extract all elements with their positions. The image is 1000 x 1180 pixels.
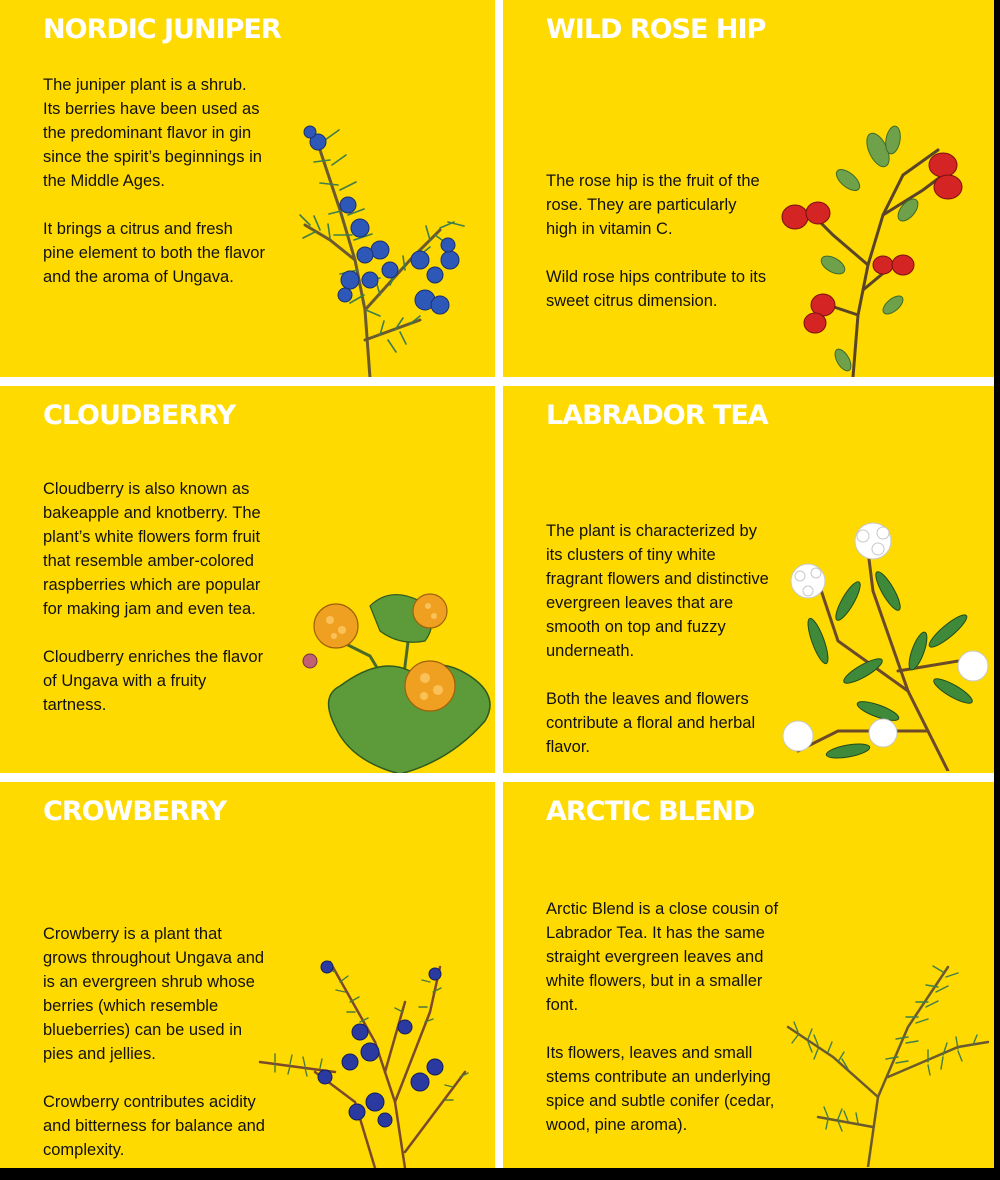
- card-title: LABRADOR TEA: [546, 400, 768, 431]
- card-description: [546, 169, 771, 337]
- card-nordic-juniper: [0, 0, 495, 377]
- card-title: CLOUDBERRY: [43, 400, 236, 431]
- card-paragraph: It brings a citrus and fresh pine element to both the flavor and the aroma of Ungava.: [43, 220, 265, 286]
- card-paragraph: Arctic Blend is a close cousin of Labrador Tea. It has the same straight evergreen leaves and white flowers, but in a smaller font.: [546, 900, 779, 1014]
- card-paragraph: Crowberry is a plant that grows throughout Ungava and is an evergreen shrub whose berries (which resemble blueberries) can be used in pies and jellies.: [43, 925, 265, 1063]
- card-title: WILD ROSE HIP: [546, 14, 766, 45]
- card-paragraph: Wild rose hips contribute to its sweet citrus dimension.: [546, 268, 767, 310]
- card-paragraph: Crowberry contributes acidity and bitterness for balance and complexity.: [43, 1093, 265, 1159]
- card-description: [43, 73, 268, 313]
- card-paragraph: Cloudberry enriches the flavor of Ungava with a fruity tartness.: [43, 648, 264, 714]
- rose-hip-illustration: [773, 115, 993, 377]
- card-paragraph: Its flowers, leaves and small stems contribute an underlying spice and subtle conifer (cedar, wood, pine aroma).: [546, 1044, 775, 1134]
- card-paragraph: The plant is characterized by its clusters of tiny white fragrant flowers and distinctive evergreen leaves that are smooth on top and fuzzy underneath.: [546, 522, 769, 660]
- cloudberry-illustration: [300, 586, 495, 773]
- crowberry-illustration: [255, 952, 495, 1168]
- card-paragraph: Cloudberry is also known as bakeapple and knotberry. The plant’s white flowers form fruit that resemble amber-colored raspberries which are popular for making jam and even tea.: [43, 480, 261, 618]
- card-paragraph: Both the leaves and flowers contribute a floral and herbal flavor.: [546, 690, 756, 756]
- frame-border: [994, 0, 1000, 1180]
- card-labrador-tea: [503, 386, 994, 773]
- labrador-tea-illustration: [778, 521, 993, 771]
- juniper-illustration: [270, 110, 495, 377]
- arctic-blend-illustration: [778, 947, 993, 1167]
- card-description: [546, 897, 781, 1161]
- card-title: NORDIC JUNIPER: [43, 14, 281, 45]
- card-wild-rose-hip: [503, 0, 994, 377]
- card-crowberry: [0, 782, 495, 1168]
- frame-border: [0, 1168, 1000, 1180]
- card-title: CROWBERRY: [43, 796, 227, 827]
- card-arctic-blend: [503, 782, 994, 1168]
- card-description: [43, 477, 268, 741]
- card-paragraph: The rose hip is the fruit of the rose. They are particularly high in vitamin C.: [546, 172, 760, 238]
- card-cloudberry: [0, 386, 495, 773]
- card-paragraph: The juniper plant is a shrub. Its berries have been used as the predominant flavor in gin since the spirit’s beginnings in the Middle Ages.: [43, 76, 262, 190]
- card-description: [546, 519, 771, 773]
- card-description: [43, 922, 268, 1168]
- card-title: ARCTIC BLEND: [546, 796, 755, 827]
